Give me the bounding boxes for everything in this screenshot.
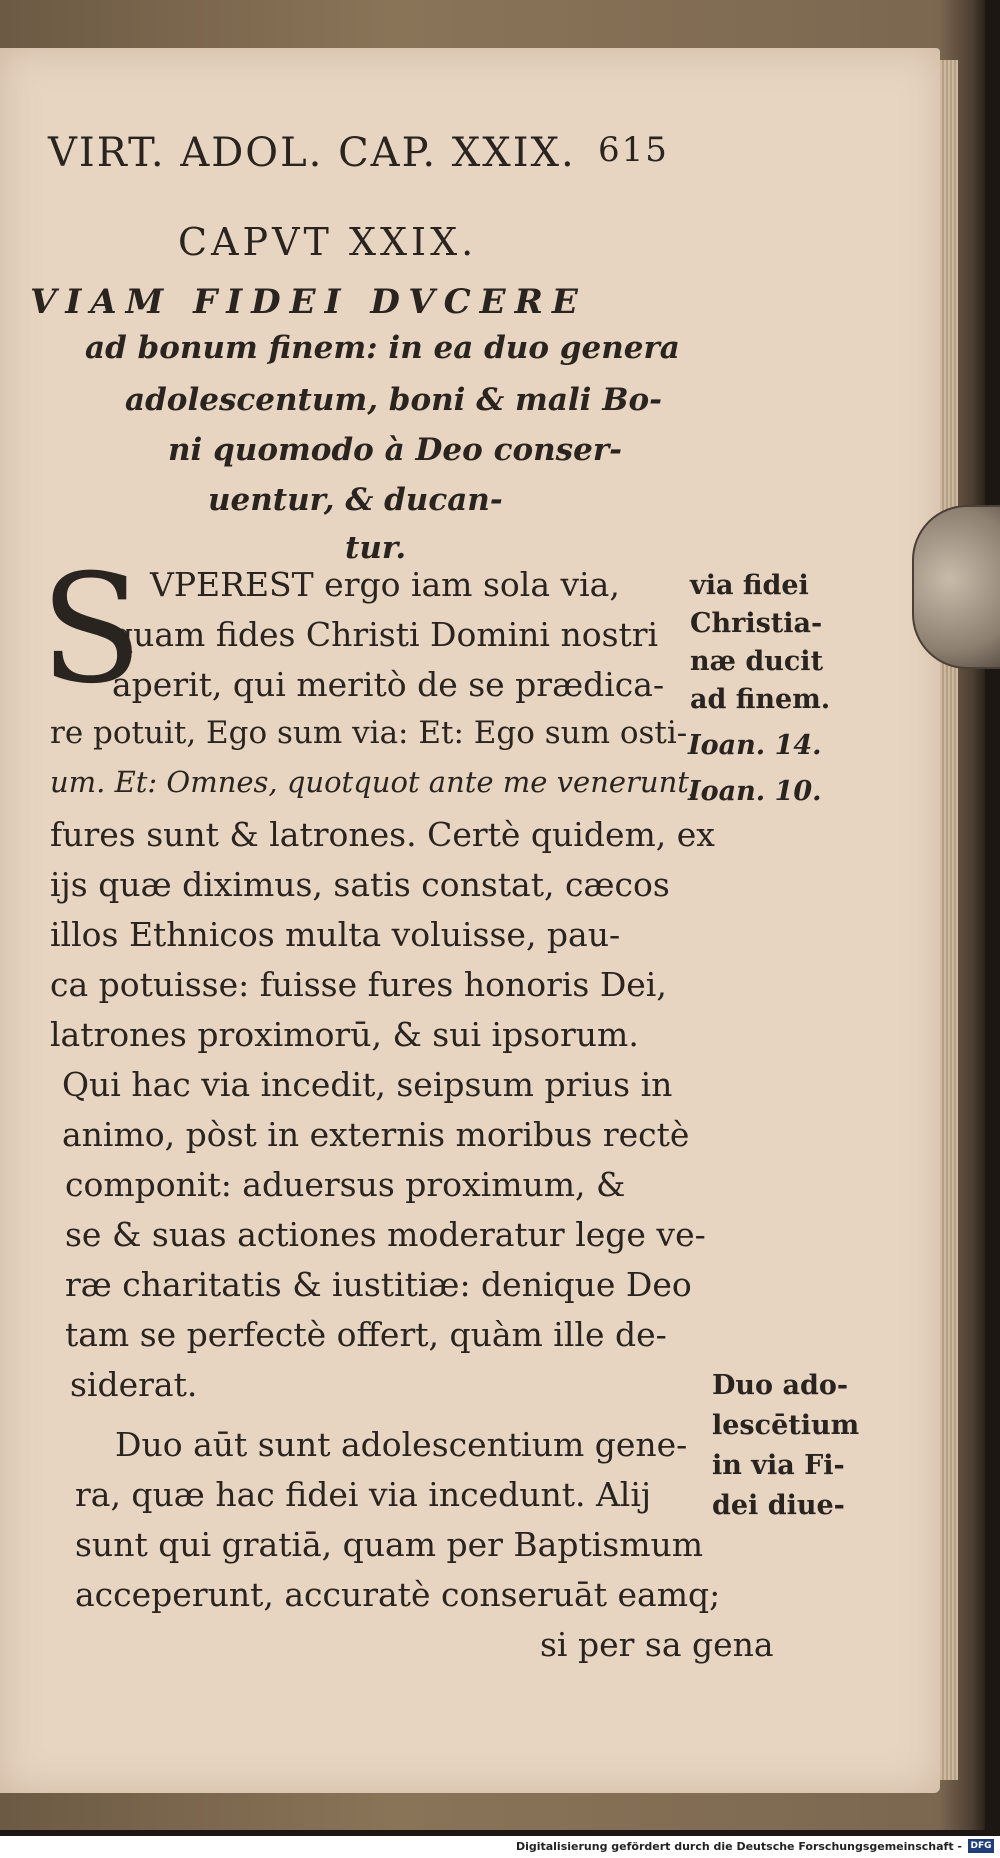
margin-note: dei diue- bbox=[712, 1490, 845, 1521]
chapter-title: CAPVT XXIX. bbox=[178, 220, 478, 264]
margin-note: via fidei bbox=[690, 570, 809, 601]
margin-note: ad finem. bbox=[690, 684, 831, 715]
body-line: latrones proximorū, & sui ipsorum. bbox=[50, 1015, 639, 1054]
body-line: quam fides Christi Domini nostri bbox=[112, 615, 659, 654]
page-number: 615 bbox=[598, 130, 669, 170]
summary-line: ad bonum finem: in ea duo genera bbox=[85, 330, 680, 366]
book-clasp bbox=[912, 505, 1000, 669]
margin-note: Duo ado- bbox=[712, 1370, 849, 1401]
body-line: acceperunt, accuratè conseruāt eamq; bbox=[75, 1575, 721, 1614]
margin-note: Christia- bbox=[690, 608, 823, 639]
running-title: VIRT. ADOL. CAP. XXIX. bbox=[48, 130, 576, 176]
body-line: si per sa gena bbox=[540, 1625, 774, 1664]
body-line: um. Et: Omnes, quotquot ante me venerunt, bbox=[50, 765, 699, 799]
body-line: tam se perfectè offert, quàm ille de- bbox=[65, 1315, 667, 1354]
drop-cap: S bbox=[40, 543, 143, 717]
margin-note: in via Fi- bbox=[712, 1450, 845, 1481]
body-line: aperit, qui meritò de se prædica- bbox=[112, 665, 665, 704]
summary-line: VIAM FIDEI DVCERE bbox=[30, 282, 587, 322]
body-line: ca potuisse: fuisse fures honoris Dei, bbox=[50, 965, 667, 1004]
body-line: ijs quæ diximus, satis constat, cæcos bbox=[50, 865, 670, 904]
margin-note: næ ducit bbox=[690, 646, 824, 677]
body-line: sunt qui gratiā, quam per Baptismum bbox=[75, 1525, 704, 1564]
body-line: re potuit, Ego sum via: Et: Ego sum osti- bbox=[50, 715, 688, 751]
body-line: animo, pòst in externis moribus rectè bbox=[62, 1115, 690, 1154]
summary-line: adolescentum, boni & mali Bo- bbox=[125, 382, 662, 418]
body-line: componit: aduersus proximum, & bbox=[65, 1165, 626, 1204]
body-line: fures sunt & latrones. Certè quidem, ex bbox=[50, 815, 715, 854]
body-line: VPEREST ergo iam sola via, bbox=[150, 565, 620, 604]
body-line: siderat. bbox=[70, 1365, 198, 1404]
margin-note: Ioan. 10. bbox=[688, 776, 822, 807]
body-line: Duo aūt sunt adolescentium gene- bbox=[115, 1425, 688, 1464]
body-line: illos Ethnicos multa voluisse, pau- bbox=[50, 915, 621, 954]
margin-note: Ioan. 14. bbox=[688, 730, 822, 761]
page-edges bbox=[940, 60, 958, 1780]
body-line: Qui hac via incedit, seipsum prius in bbox=[62, 1065, 673, 1104]
dfg-logo: DFG bbox=[968, 1839, 994, 1853]
margin-note: lescētium bbox=[712, 1410, 860, 1441]
body-line: ra, quæ hac fidei via incedunt. Alij bbox=[75, 1475, 652, 1514]
footer-credit: Digitalisierung gefördert durch die Deutsche Forschungsgemeinschaft - bbox=[515, 1840, 962, 1853]
summary-line: uentur, & ducan- bbox=[208, 482, 503, 518]
body-line: se & suas actiones moderatur lege ve- bbox=[65, 1215, 706, 1254]
summary-line: tur. bbox=[345, 530, 407, 566]
body-line: ræ charitatis & iustitiæ: denique Deo bbox=[65, 1265, 692, 1304]
summary-line: ni quomodo à Deo conser- bbox=[168, 432, 623, 468]
